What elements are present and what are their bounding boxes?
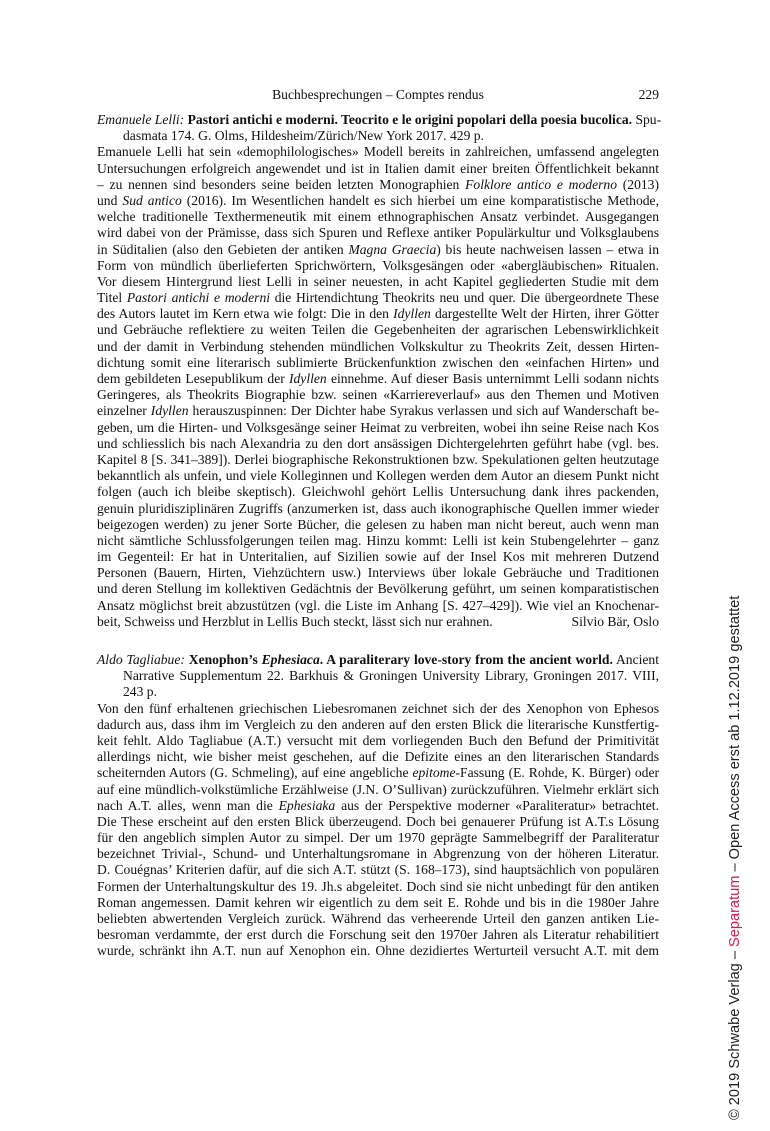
line-text (97, 814, 659, 829)
body-line (97, 862, 659, 878)
italic-run: Emanuele Lelli: (97, 112, 185, 127)
text-run: beliebten abwertenden Vergleich zurück. Während das verheerende Urteil den ganzen antiken Lie- (97, 911, 659, 926)
body-line (97, 468, 659, 484)
line-text (97, 862, 659, 877)
text-run: auf eine mündlich-volkstümliche Erzählweise (J.N. O’Sullivan) zurückzuführen. Vielmehr erklärt sich (97, 781, 659, 797)
italic-run: Sud antico (122, 192, 182, 208)
line-text (97, 468, 659, 483)
line-text (97, 225, 659, 240)
italic-run: Pastori antichi e moderni (126, 290, 271, 306)
italic-run: Magna Graecia (348, 241, 437, 257)
body-line (97, 161, 659, 177)
body-line (97, 306, 659, 322)
text-run: Emanuele Lelli hat sein «demophilologisches» Modell bereits in zahlreichen, umfassend angelegten (97, 144, 659, 160)
line-text (97, 242, 659, 257)
body-line (97, 533, 659, 549)
line-text (123, 128, 484, 143)
body-line (97, 549, 659, 565)
line-text (97, 112, 661, 127)
body-line (97, 436, 659, 452)
body-line (97, 846, 659, 862)
body-line (97, 911, 659, 927)
line-text (97, 830, 659, 845)
body-line (97, 598, 659, 614)
citation-line (97, 112, 662, 128)
text-run: bezeichnet Trivial-, Schund- und Unterhaltungsromane in Abgrenzung von der höheren Literatur. (97, 846, 659, 862)
page-number: 229 (638, 87, 659, 102)
body-line (97, 565, 659, 581)
text-run: (2013) (617, 176, 660, 192)
italic-run: Folklore antico e moderno (465, 176, 618, 192)
line-text (97, 717, 659, 732)
line-text (97, 733, 659, 748)
body-line (97, 355, 659, 371)
text-run: nach A.T. alles, wenn man die (97, 797, 279, 813)
body-line (97, 403, 659, 419)
line-text (97, 501, 659, 516)
text-run: Roman angemessen. Damit kehren wir eigentlich zu dem seit E. Rohde und bis in die 1980er Jahre (97, 894, 659, 910)
line-text (97, 403, 659, 418)
body-line (97, 258, 659, 274)
text-run: welche traditionelle Texthermeneutik mit einem ethnographischen Ansatz verbindet. Ausgegangen (97, 209, 659, 225)
text-run: einnehme. Auf dieser Basis unternimmt Lelli sodann nichts (326, 371, 660, 386)
reviewer-signature: Silvio Bär, Oslo (571, 613, 659, 629)
text-run: Spu- (632, 112, 662, 127)
text-run: dasmata 174. G. Olms, Hildesheim/Zürich/New York 2017. 429 p. (123, 128, 484, 144)
body-line (97, 765, 659, 781)
text-run: herauszuspinnen: Der Dichter habe Syrakus verlassen und sich auf Wanderschaft be- (188, 403, 659, 419)
line-text (97, 258, 659, 273)
text-run: allerdings nicht, wie bisher meist geschehen, auf die Defizite eines an den literarischen Standards (97, 749, 659, 765)
line-text (97, 209, 659, 224)
text-run: in Süditalien (also den Gebieten der antiken (97, 241, 349, 257)
body-line (97, 517, 659, 533)
body-line (97, 614, 659, 630)
text-run: ) bis heute nachweisen lassen – etwa in (436, 241, 659, 257)
citation-line (97, 652, 659, 668)
body-line (97, 879, 659, 895)
text-run: scheiternden Autors (G. Schmeling), auf eine angebliche (97, 765, 413, 781)
text-run: beit, Schweiss und Herzblut in Lellis Buch steckt, lässt sich nur erahnen. (97, 613, 493, 629)
line-text (97, 565, 659, 580)
line-text (97, 144, 659, 159)
line-text (97, 322, 659, 337)
line-text (97, 420, 659, 435)
text-run: und Gebräuche reflektiere zu weiten Teilen die Gegebenheiten der agrarischen Lebenswirklichkeit (97, 322, 659, 338)
body-line (97, 209, 659, 225)
body-line (97, 733, 659, 749)
line-text (97, 701, 659, 716)
text-run: (2016). Im Wesentlichen handelt es sich hierbei um eine komparatistische Methode, (181, 192, 659, 208)
copyright-side-notice (726, 595, 744, 1120)
body-line (97, 193, 659, 209)
body-line (97, 322, 659, 338)
text-run: dargestellte Welt der Hirten, ihrer Götter (430, 306, 659, 322)
review-entry-lelli (97, 112, 662, 630)
text-run: Ansatz möglichst breit abzustützen (vgl. die Liste im Anhang [S. 427–429]). Wie viel an Knochenar- (97, 597, 659, 613)
italic-run: Ephesiaka (278, 797, 336, 813)
line-text (97, 943, 659, 958)
body-line (97, 290, 659, 306)
body-line (97, 782, 659, 798)
citation-line (97, 684, 659, 700)
text-run: geben, um die Hirten- und Volksgesänge seiner Heimat zu verbreiten, wobei ihn seine Reise nach Kos (97, 419, 659, 435)
text-run: bekanntlich als unfein, und viele Kolleginnen und Kollegen werden dem Autor an diesem Punkt nicht (97, 468, 659, 484)
text-run: keit fehlt. Aldo Tagliabue (A.T.) versucht mit dem vorliegenden Buch den Befund der Primitivität (97, 732, 659, 748)
line-text (97, 306, 659, 321)
text-run: Die These erscheint auf den ersten Blick überzeugend. Doch bei genauerer Prüfung ist A.T.s Lösung (97, 813, 659, 829)
text-run: Personen (Bauern, Hirten, Viehzüchtern usw.) Interviews über lokale Gebräuche und Traditionen (97, 565, 659, 581)
line-text (97, 782, 659, 797)
text-run: 243 p. (123, 684, 157, 700)
body-line (97, 371, 659, 387)
line-text (97, 614, 493, 630)
line-text (97, 846, 659, 861)
line-text (97, 452, 659, 467)
line-text (123, 668, 659, 683)
text-run: Narrative Supplementum 22. Barkhuis & Groningen University Library, Groningen 2017. VIII, (123, 668, 659, 684)
body-line (97, 581, 659, 597)
text-run: D. Couégnas’ Kriterien dafür, auf die sich A.T. stützt (S. 168–173), sind hauptsächlich von populären (97, 862, 659, 878)
running-header-title: Buchbesprechungen – Comptes rendus (272, 87, 484, 102)
text-run: dichtung somit eine literarisch sublimierte Brückenfunktion zwischen den «einfachen Hirten» und (97, 354, 659, 370)
text-run: Ancient (612, 652, 660, 667)
text-run: Kapitel 8 [S. 341–389]). Derlei biographische Rekonstruktionen bzw. Spekulationen gelten heutzutage (97, 451, 659, 467)
text-run: des Autors lautet im Kern etwa wie folgt: Die in den (97, 306, 394, 322)
side-notice-separatum: Separatum (727, 875, 743, 947)
body-line (97, 274, 659, 290)
line-text (97, 927, 659, 942)
side-notice-text: © 2019 Schwabe Verlag – (727, 946, 743, 1120)
body-line (97, 943, 659, 959)
line-text (97, 371, 659, 386)
body-line (97, 144, 659, 160)
body-line (97, 484, 659, 500)
line-text (97, 339, 659, 354)
line-text (97, 911, 659, 926)
text-run: Form von mündlich überlieferten Sprichwörtern, Volksgesängen oder «abergläubischen» Ritualen. (97, 257, 659, 273)
body-line (97, 927, 659, 943)
text-run: dem gebildeten Lesepublikum der (97, 371, 289, 386)
text-run: Von den fünf erhaltenen griechischen Liebesromanen zeichnet sich der des Xenophon von Ephesos (97, 700, 659, 716)
body-line (97, 701, 659, 717)
text-run: nicht sämtliche Schlussfolgerungen teilen mag. Hinzu kommt: Lelli ist kein Stubengelehrter – ganz (97, 532, 659, 548)
text-run: folgen (auch ich bleibe skeptisch). Gleichwohl gehört Lellis Untersuchung dank ihres packenden, (97, 484, 659, 500)
italic-run: Idyllen (150, 403, 189, 419)
review-entry-tagliabue (97, 652, 659, 960)
text-run: wird dabei von der Prämisse, dass sich Spuren und Reflexe antiker Populärkultur und Volksglaubens (97, 225, 659, 241)
text-run: – zu nennen sind besonders seine beiden letzten Monographien (97, 176, 466, 192)
running-header (97, 86, 659, 103)
body-line (97, 242, 659, 258)
text-run: und (97, 192, 123, 208)
text-run: aus der Perspektive moderner «Paraliteratur» betrachtet. (335, 797, 659, 813)
body-line (97, 895, 659, 911)
line-text (97, 749, 659, 764)
line-text (97, 598, 659, 613)
bold-run: Xenophon’s (188, 652, 262, 667)
body-line (97, 420, 659, 436)
side-notice-text-end: – Open Access erst ab 1.12.2019 gestattet (727, 595, 743, 876)
bold-italic-run: Ephesiaca (261, 652, 320, 667)
line-text (97, 879, 659, 894)
text-run: Vor diesem Hintergrund liest Lelli in seiner neuesten, in acht Kapitel gegliederten Studie mit dem (97, 273, 659, 289)
line-text (97, 387, 659, 402)
text-run: Formen der Unterhaltungskultur des 19. Jh.s abgeleitet. Doch sind sie nicht unbedingt für den antiken (97, 878, 659, 894)
line-text (97, 549, 659, 564)
text-run: und deren Stellung im kollektiven Gedächtnis der Bevölkerung geführt, um seinen komparatistischen (97, 581, 659, 597)
text-run: für den angeblich simplen Autor zu simpel. Der um 1970 geprägte Sammelbegriff der Paraliteratur (97, 830, 659, 846)
italic-run: Idyllen (288, 371, 327, 386)
text-run: -Fassung (E. Rohde, K. Bürger) oder (455, 765, 660, 781)
body-line (97, 749, 659, 765)
line-text (97, 290, 659, 305)
line-text (97, 798, 659, 813)
line-text (97, 652, 659, 667)
text-run: einzelner (97, 403, 151, 419)
body-line (97, 452, 659, 468)
body-line (97, 339, 659, 355)
body-line (97, 177, 659, 193)
text-run: im Gegenteil: Er hat in Unteritalien, auf Sizilien sowie auf der Insel Kos mit mehreren Dutzend (97, 549, 659, 565)
text-run: beigezogen werden) zu jener Sorte Bücher, die gelesen zu haben man nicht bereut, auch wenn man (97, 516, 659, 532)
text-run: genuin pluridisziplinären Zugriffs (anzumerken ist, dass auch ikonographische Quellen immer wieder (97, 500, 659, 516)
text-run: wurde, schränkt ihn A.T. nun auf Xenophon ein. Ohne dezidiertes Werturteil versucht A.T. mit dem (97, 943, 659, 959)
italic-run: Aldo Tagliabue: (97, 652, 185, 667)
line-text (97, 517, 659, 532)
italic-run: Idyllen (393, 306, 431, 322)
line-text (97, 484, 659, 499)
line-text (97, 436, 659, 451)
line-text (97, 581, 659, 596)
body-line (97, 501, 659, 517)
italic-run: epitome (412, 765, 456, 781)
text-run: und schliesslich bis nach Alexandria zu den dort ansässigen Dichtergelehrten geführt habe (vgl. bes. (97, 435, 659, 451)
body-line (97, 717, 659, 733)
text-run: besroman verdammte, der erst durch die Forschung seit den 1970er Jahren als Literatur rehabilitiert (97, 927, 659, 943)
line-text (97, 177, 659, 192)
body-line (97, 798, 659, 814)
line-text (97, 193, 659, 208)
body-line (97, 387, 659, 403)
body-line (97, 830, 659, 846)
line-text (97, 355, 659, 370)
line-text (97, 765, 659, 780)
line-text (123, 684, 157, 699)
body-line (97, 225, 659, 241)
text-run: Geringeres, als Theokrits Biographie bzw. seinen «Karriereverlauf» aus den Themen und Motiven (97, 387, 659, 403)
text-run: Titel (97, 290, 127, 306)
text-run: die Hirtendichtung Theokrits neu und quer. Die übergeordnete These (270, 290, 660, 306)
line-text (97, 274, 659, 289)
line-text (97, 161, 659, 176)
citation-line (97, 128, 659, 144)
body-line (97, 814, 659, 830)
bold-run: Pastori antichi e moderni. Teocrito e le origini popolari della poesia bucolica. (187, 112, 633, 127)
bold-run: . A paraliterary love-story from the ancient world. (319, 652, 613, 667)
text-run: dadurch aus, dass ihm im Vergleich zu den anderen auf den ersten Blick die literarische Kunstfertig- (97, 716, 659, 732)
line-text (97, 533, 659, 548)
line-text (97, 895, 659, 910)
text-run: und der damit in Verbindung stehenden mündlichen Volkskultur zu Theokrits Zeit, dessen Hirten- (97, 338, 659, 354)
citation-line (97, 668, 659, 684)
text-run: Untersuchungen erfolgreich angewendet und ist in Italien damit einer breiten Öffentlichkeit bekannt (97, 160, 659, 176)
